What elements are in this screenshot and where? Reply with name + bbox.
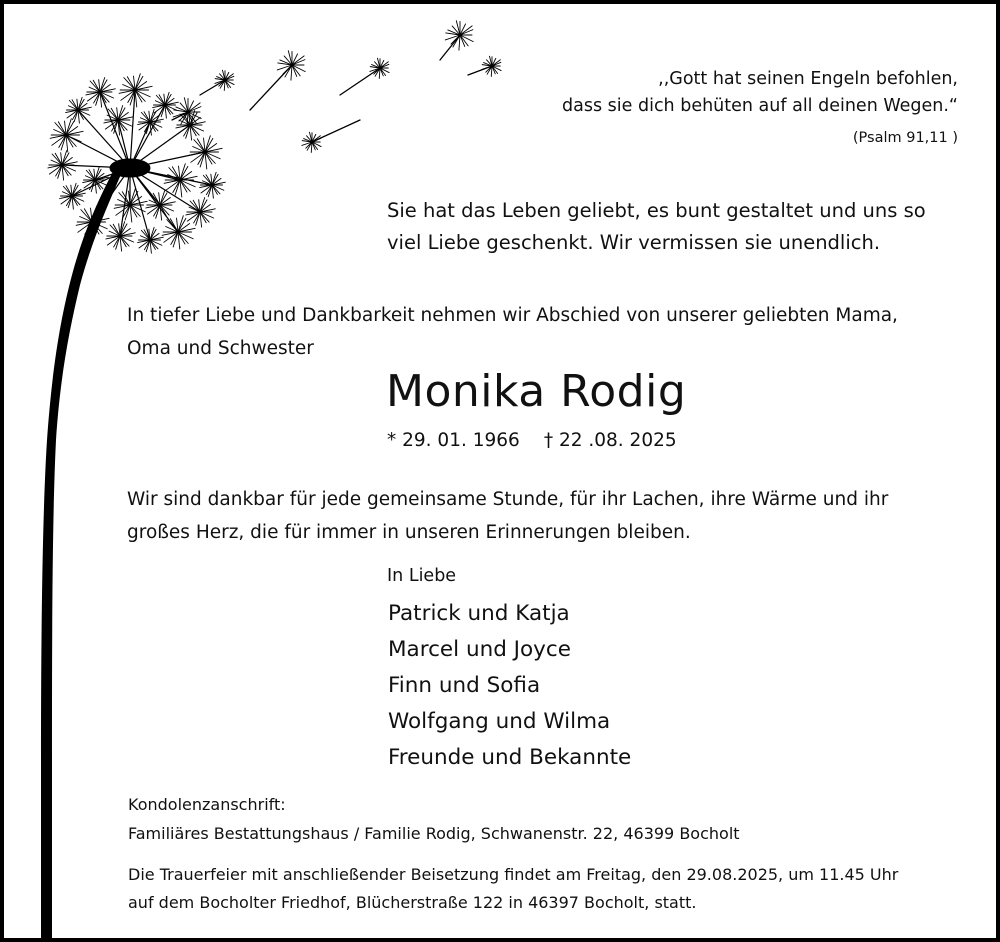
mourner-name: Freunde und Bekannte xyxy=(388,745,632,770)
ceremony-line-1: Die Trauerfeier mit anschließender Beisetzung findet am Freitag, den 29.08.2025, um 11.45 Uhr xyxy=(128,865,899,884)
ceremony-line-2: auf dem Bocholter Friedhof, Blücherstraße 122 in 46397 Bocholt, statt. xyxy=(128,893,697,912)
mourner-name: Finn und Sofia xyxy=(388,673,541,698)
dandelion-stem xyxy=(41,166,122,938)
ceremony-info xyxy=(128,861,898,917)
signature-heading: In Liebe xyxy=(387,566,457,586)
mourner-name: Wolfgang und Wilma xyxy=(388,709,611,734)
farewell-line-2: Oma und Schwester xyxy=(127,338,314,359)
farewell-line-1: In tiefer Liebe und Dankbarkeit nehmen wir Abschied von unserer geliebten Mama, xyxy=(127,305,898,326)
death-date: † 22 .08. 2025 xyxy=(543,430,677,451)
quote-line-1: ,,Gott hat seinen Engeln befohlen, xyxy=(658,69,958,89)
farewell-text xyxy=(127,299,898,365)
flying-seeds xyxy=(172,21,501,153)
thanks-line-2: großes Herz, die für immer in unseren Erinnerungen bleiben. xyxy=(127,522,691,543)
intro-text xyxy=(387,195,926,259)
mourner-name: Marcel und Joyce xyxy=(388,637,571,662)
thanks-text xyxy=(127,483,888,549)
quote-line-2: dass sie dich behüten auf all deinen Wegen.“ xyxy=(562,96,958,116)
psalm-quote xyxy=(562,66,958,120)
birth-date: * 29. 01. 1966 xyxy=(387,430,520,451)
condolence-address xyxy=(128,790,740,848)
mourner-name: Patrick und Katja xyxy=(388,601,570,626)
mourners-list xyxy=(388,596,631,776)
condolence-label: Kondolenzanschrift: xyxy=(128,795,286,814)
dandelion-seedhead xyxy=(48,74,225,253)
life-dates xyxy=(387,430,677,451)
deceased-name: Monika Rodig xyxy=(386,366,687,417)
thanks-line-1: Wir sind dankbar für jede gemeinsame Stunde, für ihr Lachen, ihre Wärme und ihr xyxy=(127,489,889,510)
intro-line-2: viel Liebe geschenkt. Wir vermissen sie unendlich. xyxy=(387,231,881,254)
condolence-address-line: Familiäres Bestattungshaus / Familie Rodig, Schwanenstr. 22, 46399 Bocholt xyxy=(128,824,740,843)
intro-line-1: Sie hat das Leben geliebt, es bunt gestaltet und uns so xyxy=(387,199,926,222)
quote-source: (Psalm 91,11 ) xyxy=(852,130,958,146)
